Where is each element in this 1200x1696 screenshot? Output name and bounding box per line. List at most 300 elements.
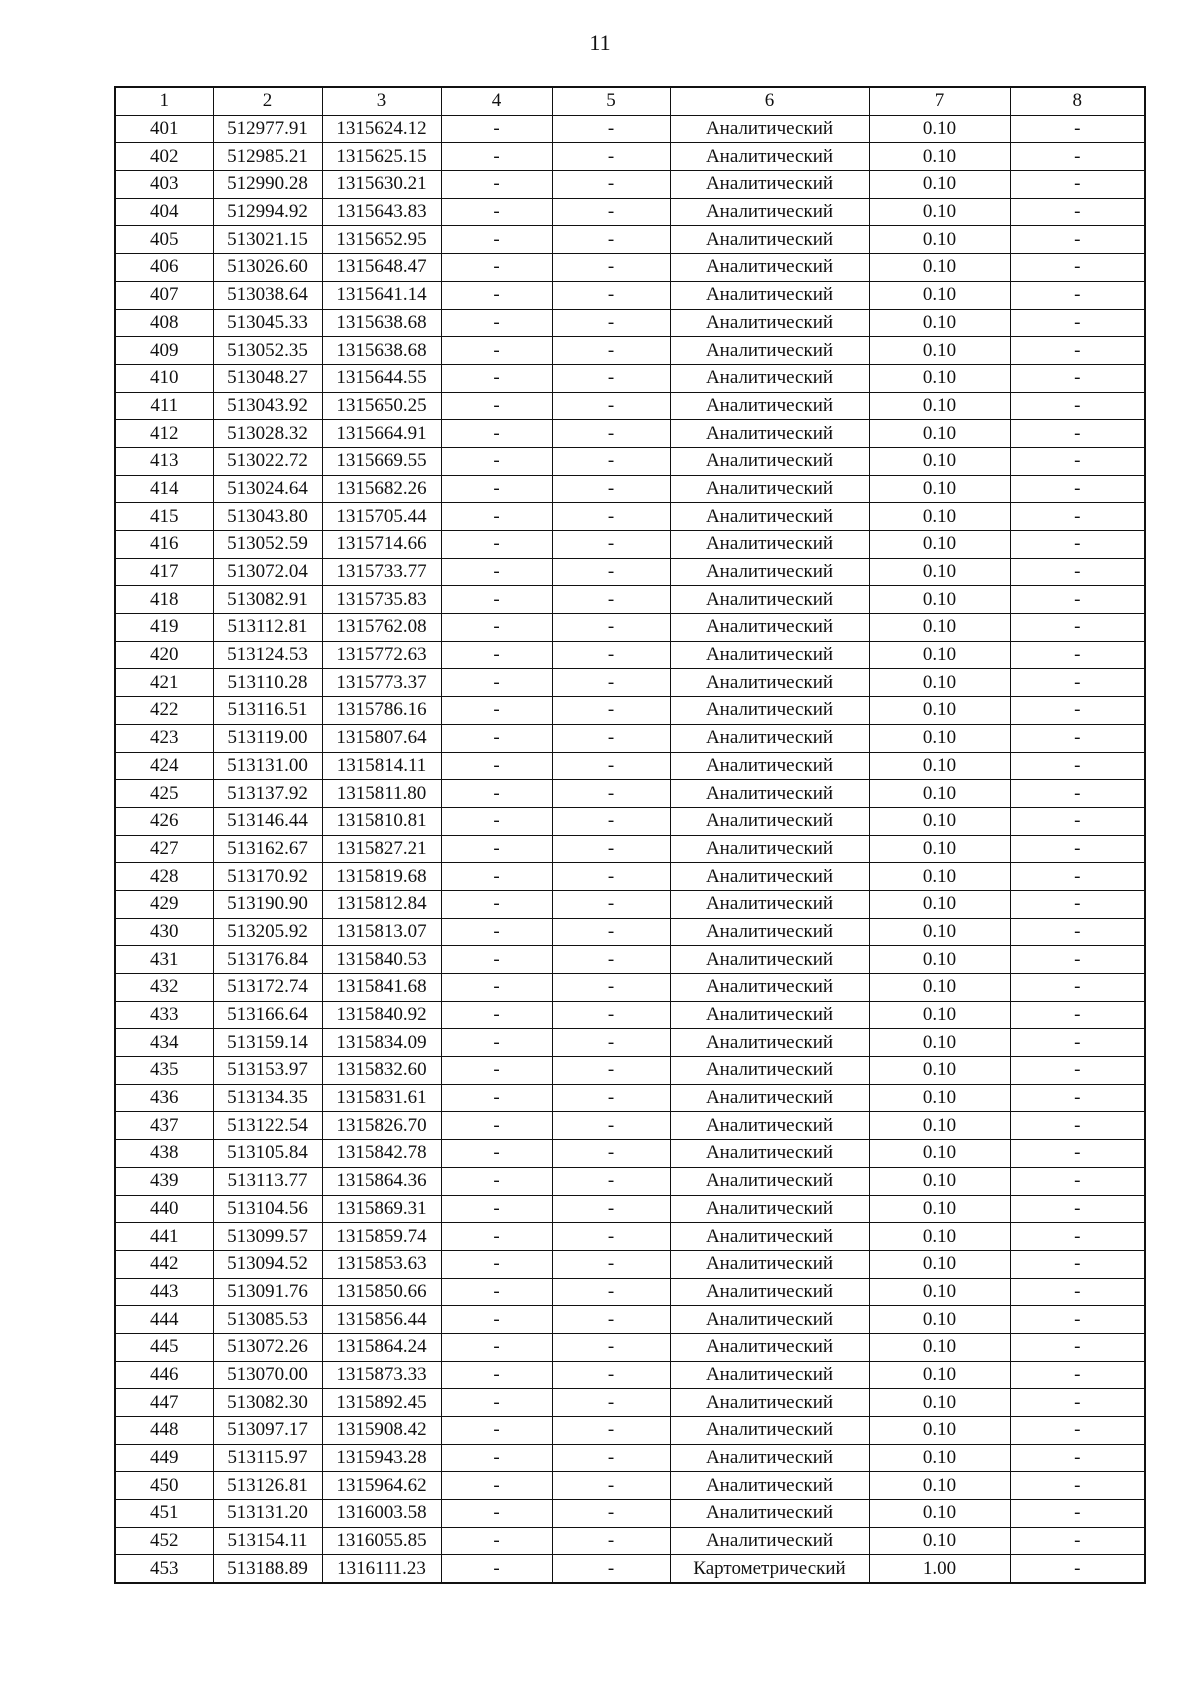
table-cell: 1315669.55 bbox=[322, 447, 441, 475]
table-cell: Аналитический bbox=[670, 420, 869, 448]
table-cell: - bbox=[441, 1527, 552, 1555]
table-cell: 513162.67 bbox=[213, 835, 322, 863]
table-cell: - bbox=[1010, 1417, 1145, 1445]
table-cell: 1315826.70 bbox=[322, 1112, 441, 1140]
table-cell: - bbox=[1010, 226, 1145, 254]
table-cell: 0.10 bbox=[869, 752, 1010, 780]
table-cell: - bbox=[552, 835, 670, 863]
table-cell: Аналитический bbox=[670, 558, 869, 586]
table-cell: - bbox=[552, 1500, 670, 1528]
table-cell: - bbox=[441, 890, 552, 918]
table-cell: 1316055.85 bbox=[322, 1527, 441, 1555]
table-cell: - bbox=[552, 1444, 670, 1472]
table-cell: 1315840.53 bbox=[322, 946, 441, 974]
table-cell: 1315908.42 bbox=[322, 1417, 441, 1445]
table-cell: 512994.92 bbox=[213, 198, 322, 226]
table-cell: Аналитический bbox=[670, 1500, 869, 1528]
table-cell: - bbox=[552, 1167, 670, 1195]
table-cell: 513072.26 bbox=[213, 1333, 322, 1361]
table-cell: 0.10 bbox=[869, 1167, 1010, 1195]
table-cell: Аналитический bbox=[670, 946, 869, 974]
table-cell: Аналитический bbox=[670, 115, 869, 143]
table-cell: 450 bbox=[115, 1472, 213, 1500]
table-cell: - bbox=[1010, 198, 1145, 226]
table-cell: - bbox=[552, 1112, 670, 1140]
table-cell: 409 bbox=[115, 337, 213, 365]
table-cell: 1315840.92 bbox=[322, 1001, 441, 1029]
table-cell: - bbox=[441, 1084, 552, 1112]
table-cell: 513045.33 bbox=[213, 309, 322, 337]
table-cell: - bbox=[441, 531, 552, 559]
table-cell: 0.10 bbox=[869, 1278, 1010, 1306]
table-cell: - bbox=[552, 1223, 670, 1251]
page-number: 11 bbox=[589, 30, 611, 55]
table-cell: 1315834.09 bbox=[322, 1029, 441, 1057]
table-cell: - bbox=[441, 1500, 552, 1528]
table-cell: - bbox=[441, 1029, 552, 1057]
table-row bbox=[115, 752, 1145, 780]
table-cell: - bbox=[441, 863, 552, 891]
table-cell: - bbox=[1010, 586, 1145, 614]
table-cell: - bbox=[441, 641, 552, 669]
table-row bbox=[115, 641, 1145, 669]
table-cell: 513113.77 bbox=[213, 1167, 322, 1195]
table-cell: 1316003.58 bbox=[322, 1500, 441, 1528]
table-cell: - bbox=[1010, 1195, 1145, 1223]
table-cell: 1315638.68 bbox=[322, 337, 441, 365]
table-cell: - bbox=[441, 1472, 552, 1500]
table-cell: - bbox=[441, 1333, 552, 1361]
table-cell: 1315648.47 bbox=[322, 254, 441, 282]
table-row bbox=[115, 143, 1145, 171]
table-cell: 1315630.21 bbox=[322, 171, 441, 199]
table-cell: 445 bbox=[115, 1333, 213, 1361]
table-cell: - bbox=[441, 586, 552, 614]
table-cell: - bbox=[1010, 1278, 1145, 1306]
table-cell: 418 bbox=[115, 586, 213, 614]
table-cell: - bbox=[441, 1195, 552, 1223]
table-cell: 1315650.25 bbox=[322, 392, 441, 420]
table-header-row bbox=[115, 87, 1145, 115]
table-cell: 0.10 bbox=[869, 614, 1010, 642]
table-cell: 410 bbox=[115, 364, 213, 392]
table-row bbox=[115, 1250, 1145, 1278]
table-cell: 426 bbox=[115, 807, 213, 835]
table-cell: 1315842.78 bbox=[322, 1140, 441, 1168]
table-cell: - bbox=[1010, 171, 1145, 199]
table-cell: 407 bbox=[115, 281, 213, 309]
table-cell: 513122.54 bbox=[213, 1112, 322, 1140]
table-cell: 0.10 bbox=[869, 1084, 1010, 1112]
table-row bbox=[115, 1500, 1145, 1528]
table-cell: 0.10 bbox=[869, 1223, 1010, 1251]
table-cell: - bbox=[552, 1389, 670, 1417]
table-cell: 513043.92 bbox=[213, 392, 322, 420]
table-cell: 404 bbox=[115, 198, 213, 226]
table-row bbox=[115, 614, 1145, 642]
table-cell: Аналитический bbox=[670, 337, 869, 365]
table-cell: 452 bbox=[115, 1527, 213, 1555]
table-cell: Аналитический bbox=[670, 171, 869, 199]
table-cell: 513115.97 bbox=[213, 1444, 322, 1472]
table-cell: 0.10 bbox=[869, 1500, 1010, 1528]
table-cell: 449 bbox=[115, 1444, 213, 1472]
table-cell: 513153.97 bbox=[213, 1057, 322, 1085]
table-cell: 513070.00 bbox=[213, 1361, 322, 1389]
table-row bbox=[115, 780, 1145, 808]
table-cell: 1315964.62 bbox=[322, 1472, 441, 1500]
table-cell: - bbox=[552, 586, 670, 614]
table-cell: 513126.81 bbox=[213, 1472, 322, 1500]
table-cell: - bbox=[552, 392, 670, 420]
table-cell: 1315814.11 bbox=[322, 752, 441, 780]
table-cell: 420 bbox=[115, 641, 213, 669]
table-cell: 1315624.12 bbox=[322, 115, 441, 143]
table-cell: 0.10 bbox=[869, 143, 1010, 171]
table-cell: 0.10 bbox=[869, 447, 1010, 475]
table-cell: 441 bbox=[115, 1223, 213, 1251]
table-cell: Аналитический bbox=[670, 669, 869, 697]
table-cell: Аналитический bbox=[670, 641, 869, 669]
table-cell: 1315811.80 bbox=[322, 780, 441, 808]
table-cell: 0.10 bbox=[869, 890, 1010, 918]
table-cell: Аналитический bbox=[670, 1223, 869, 1251]
table-cell: 0.10 bbox=[869, 1195, 1010, 1223]
table-cell: Аналитический bbox=[670, 281, 869, 309]
table-cell: 427 bbox=[115, 835, 213, 863]
table-cell: - bbox=[1010, 309, 1145, 337]
table-cell: 0.10 bbox=[869, 697, 1010, 725]
table-cell: 437 bbox=[115, 1112, 213, 1140]
table-cell: Аналитический bbox=[670, 780, 869, 808]
table-cell: 0.10 bbox=[869, 1001, 1010, 1029]
table-cell: Аналитический bbox=[670, 974, 869, 1002]
table-cell: - bbox=[552, 447, 670, 475]
table-row bbox=[115, 1029, 1145, 1057]
table-cell: 0.10 bbox=[869, 420, 1010, 448]
column-header-8: 8 bbox=[1010, 87, 1145, 115]
table-cell: Аналитический bbox=[670, 531, 869, 559]
table-cell: 414 bbox=[115, 475, 213, 503]
table-cell: 0.10 bbox=[869, 1306, 1010, 1334]
table-cell: - bbox=[441, 503, 552, 531]
table-cell: 1315682.26 bbox=[322, 475, 441, 503]
table-row bbox=[115, 1112, 1145, 1140]
table-cell: - bbox=[441, 171, 552, 199]
table-cell: - bbox=[441, 835, 552, 863]
table-cell: 513110.28 bbox=[213, 669, 322, 697]
table-cell: 512977.91 bbox=[213, 115, 322, 143]
table-cell: - bbox=[552, 890, 670, 918]
table-row bbox=[115, 1361, 1145, 1389]
table-cell: 1315773.37 bbox=[322, 669, 441, 697]
table-cell: 512990.28 bbox=[213, 171, 322, 199]
table-row bbox=[115, 974, 1145, 1002]
table-cell: 1315664.91 bbox=[322, 420, 441, 448]
table-cell: 0.10 bbox=[869, 1333, 1010, 1361]
table-cell: 1315831.61 bbox=[322, 1084, 441, 1112]
table-row bbox=[115, 1167, 1145, 1195]
table-cell: - bbox=[441, 780, 552, 808]
table-cell: - bbox=[552, 946, 670, 974]
table-cell: 1315853.63 bbox=[322, 1250, 441, 1278]
table-cell: Аналитический bbox=[670, 752, 869, 780]
table-cell: - bbox=[1010, 1140, 1145, 1168]
table-cell: Аналитический bbox=[670, 392, 869, 420]
table-cell: - bbox=[552, 974, 670, 1002]
table-cell: 0.10 bbox=[869, 1057, 1010, 1085]
table-cell: 446 bbox=[115, 1361, 213, 1389]
table-cell: - bbox=[1010, 724, 1145, 752]
table-cell: 1.00 bbox=[869, 1555, 1010, 1583]
table-cell: 422 bbox=[115, 697, 213, 725]
table-row bbox=[115, 503, 1145, 531]
table-cell: 424 bbox=[115, 752, 213, 780]
table-cell: - bbox=[1010, 1029, 1145, 1057]
table-cell: 1315892.45 bbox=[322, 1389, 441, 1417]
table-cell: 513094.52 bbox=[213, 1250, 322, 1278]
table-cell: - bbox=[1010, 1361, 1145, 1389]
table-row bbox=[115, 475, 1145, 503]
table-cell: - bbox=[1010, 447, 1145, 475]
table-cell: - bbox=[441, 807, 552, 835]
table-row bbox=[115, 337, 1145, 365]
table-cell: - bbox=[552, 1278, 670, 1306]
table-row bbox=[115, 918, 1145, 946]
table-cell: 1315652.95 bbox=[322, 226, 441, 254]
table-cell: - bbox=[552, 531, 670, 559]
table-cell: 430 bbox=[115, 918, 213, 946]
table-cell: 1315625.15 bbox=[322, 143, 441, 171]
table-cell: 513038.64 bbox=[213, 281, 322, 309]
table-cell: 0.10 bbox=[869, 669, 1010, 697]
table-cell: - bbox=[1010, 1001, 1145, 1029]
table-cell: - bbox=[552, 475, 670, 503]
table-cell: 0.10 bbox=[869, 974, 1010, 1002]
table-row bbox=[115, 1195, 1145, 1223]
table-cell: - bbox=[441, 752, 552, 780]
table-cell: Аналитический bbox=[670, 1472, 869, 1500]
table-row bbox=[115, 807, 1145, 835]
table-cell: 513072.04 bbox=[213, 558, 322, 586]
table-cell: - bbox=[441, 669, 552, 697]
column-header-7: 7 bbox=[869, 87, 1010, 115]
table-cell: 438 bbox=[115, 1140, 213, 1168]
table-cell: - bbox=[1010, 1444, 1145, 1472]
table-cell: - bbox=[1010, 1057, 1145, 1085]
table-cell: - bbox=[441, 226, 552, 254]
table-cell: 513097.17 bbox=[213, 1417, 322, 1445]
table-cell: 423 bbox=[115, 724, 213, 752]
table-cell: Аналитический bbox=[670, 364, 869, 392]
table-cell: 408 bbox=[115, 309, 213, 337]
table-cell: Аналитический bbox=[670, 1361, 869, 1389]
table-cell: 425 bbox=[115, 780, 213, 808]
column-header-5: 5 bbox=[552, 87, 670, 115]
table-row bbox=[115, 198, 1145, 226]
table-cell: 1315832.60 bbox=[322, 1057, 441, 1085]
table-row bbox=[115, 171, 1145, 199]
table-cell: 403 bbox=[115, 171, 213, 199]
table-cell: - bbox=[1010, 1389, 1145, 1417]
table-cell: - bbox=[441, 1223, 552, 1251]
table-cell: 0.10 bbox=[869, 531, 1010, 559]
coordinates-table bbox=[114, 86, 1146, 1584]
table-cell: 439 bbox=[115, 1167, 213, 1195]
table-cell: 513176.84 bbox=[213, 946, 322, 974]
table-cell: 1315638.68 bbox=[322, 309, 441, 337]
table-cell: 0.10 bbox=[869, 171, 1010, 199]
table-cell: Аналитический bbox=[670, 1333, 869, 1361]
table-cell: Аналитический bbox=[670, 503, 869, 531]
table-cell: - bbox=[552, 143, 670, 171]
table-row bbox=[115, 531, 1145, 559]
table-cell: 401 bbox=[115, 115, 213, 143]
table-cell: - bbox=[552, 198, 670, 226]
table-cell: 0.10 bbox=[869, 863, 1010, 891]
table-cell: - bbox=[441, 1555, 552, 1583]
table-cell: 1315807.64 bbox=[322, 724, 441, 752]
table-cell: 0.10 bbox=[869, 309, 1010, 337]
column-header-2: 2 bbox=[213, 87, 322, 115]
table-row bbox=[115, 447, 1145, 475]
table-cell: 0.10 bbox=[869, 835, 1010, 863]
table-cell: 1315813.07 bbox=[322, 918, 441, 946]
table-cell: 1315641.14 bbox=[322, 281, 441, 309]
table-cell: Аналитический bbox=[670, 1527, 869, 1555]
column-header-1: 1 bbox=[115, 87, 213, 115]
table-cell: - bbox=[1010, 1223, 1145, 1251]
table-cell: - bbox=[441, 697, 552, 725]
table-cell: 513028.32 bbox=[213, 420, 322, 448]
table-body bbox=[115, 115, 1145, 1583]
table-cell: Аналитический bbox=[670, 475, 869, 503]
table-row bbox=[115, 1278, 1145, 1306]
table-cell: - bbox=[441, 475, 552, 503]
table-cell: 1315841.68 bbox=[322, 974, 441, 1002]
table-row bbox=[115, 1389, 1145, 1417]
table-cell: 0.10 bbox=[869, 1140, 1010, 1168]
table-row bbox=[115, 946, 1145, 974]
table-cell: Аналитический bbox=[670, 198, 869, 226]
table-cell: - bbox=[552, 1361, 670, 1389]
table-cell: Аналитический bbox=[670, 863, 869, 891]
table-cell: 447 bbox=[115, 1389, 213, 1417]
table-cell: Аналитический bbox=[670, 1084, 869, 1112]
table-cell: 405 bbox=[115, 226, 213, 254]
table-cell: 1315810.81 bbox=[322, 807, 441, 835]
table-cell: 0.10 bbox=[869, 1250, 1010, 1278]
table-row bbox=[115, 1057, 1145, 1085]
column-header-6: 6 bbox=[670, 87, 869, 115]
table-row bbox=[115, 558, 1145, 586]
table-row bbox=[115, 724, 1145, 752]
table-cell: Аналитический bbox=[670, 1167, 869, 1195]
table-cell: - bbox=[1010, 558, 1145, 586]
table-cell: - bbox=[1010, 1527, 1145, 1555]
table-cell: - bbox=[441, 1250, 552, 1278]
table-cell: - bbox=[1010, 614, 1145, 642]
table-cell: 513131.00 bbox=[213, 752, 322, 780]
table-cell: - bbox=[552, 780, 670, 808]
table-cell: 1315705.44 bbox=[322, 503, 441, 531]
table-cell: 513022.72 bbox=[213, 447, 322, 475]
table-cell: - bbox=[441, 143, 552, 171]
table-cell: 0.10 bbox=[869, 1527, 1010, 1555]
table-cell: - bbox=[552, 1250, 670, 1278]
table-cell: 513099.57 bbox=[213, 1223, 322, 1251]
table-cell: 1315733.77 bbox=[322, 558, 441, 586]
table-row bbox=[115, 1555, 1145, 1583]
table-cell: 1316111.23 bbox=[322, 1555, 441, 1583]
table-row bbox=[115, 669, 1145, 697]
table-row bbox=[115, 1472, 1145, 1500]
table-cell: - bbox=[552, 724, 670, 752]
table-cell: 0.10 bbox=[869, 1112, 1010, 1140]
table-cell: 513166.64 bbox=[213, 1001, 322, 1029]
table-cell: - bbox=[1010, 835, 1145, 863]
table-cell: 0.10 bbox=[869, 475, 1010, 503]
table-row bbox=[115, 1001, 1145, 1029]
table-cell: 444 bbox=[115, 1306, 213, 1334]
table-cell: Аналитический bbox=[670, 697, 869, 725]
table-cell: - bbox=[1010, 1306, 1145, 1334]
table-cell: - bbox=[1010, 697, 1145, 725]
table-cell: 0.10 bbox=[869, 254, 1010, 282]
table-cell: - bbox=[552, 669, 670, 697]
table-cell: - bbox=[1010, 752, 1145, 780]
table-cell: 1315869.31 bbox=[322, 1195, 441, 1223]
table-cell: 0.10 bbox=[869, 1029, 1010, 1057]
table-cell: 1315827.21 bbox=[322, 835, 441, 863]
table-cell: 413 bbox=[115, 447, 213, 475]
table-cell: - bbox=[552, 863, 670, 891]
table-cell: 406 bbox=[115, 254, 213, 282]
table-cell: Аналитический bbox=[670, 835, 869, 863]
table-cell: - bbox=[1010, 392, 1145, 420]
table-row bbox=[115, 1444, 1145, 1472]
table-cell: 0.10 bbox=[869, 364, 1010, 392]
table-cell: 513170.92 bbox=[213, 863, 322, 891]
table-cell: Аналитический bbox=[670, 1250, 869, 1278]
table-cell: - bbox=[441, 1001, 552, 1029]
table-cell: - bbox=[441, 1361, 552, 1389]
table-cell: - bbox=[552, 1140, 670, 1168]
table-cell: 1315873.33 bbox=[322, 1361, 441, 1389]
table-cell: Аналитический bbox=[670, 1057, 869, 1085]
table-cell: 513052.59 bbox=[213, 531, 322, 559]
table-cell: 0.10 bbox=[869, 918, 1010, 946]
table-cell: - bbox=[441, 1112, 552, 1140]
table-cell: - bbox=[441, 198, 552, 226]
column-header-3: 3 bbox=[322, 87, 441, 115]
table-cell: 513119.00 bbox=[213, 724, 322, 752]
table-cell: Аналитический bbox=[670, 1001, 869, 1029]
table-cell: - bbox=[1010, 641, 1145, 669]
table-cell: 1315762.08 bbox=[322, 614, 441, 642]
table-cell: 0.10 bbox=[869, 1361, 1010, 1389]
table-cell: 0.10 bbox=[869, 198, 1010, 226]
table-row bbox=[115, 890, 1145, 918]
table-cell: Аналитический bbox=[670, 309, 869, 337]
table-cell: 0.10 bbox=[869, 946, 1010, 974]
table-cell: - bbox=[441, 614, 552, 642]
table-cell: 1315850.66 bbox=[322, 1278, 441, 1306]
table-row bbox=[115, 392, 1145, 420]
table-row bbox=[115, 1333, 1145, 1361]
table-cell: 0.10 bbox=[869, 1444, 1010, 1472]
table-cell: - bbox=[1010, 1084, 1145, 1112]
